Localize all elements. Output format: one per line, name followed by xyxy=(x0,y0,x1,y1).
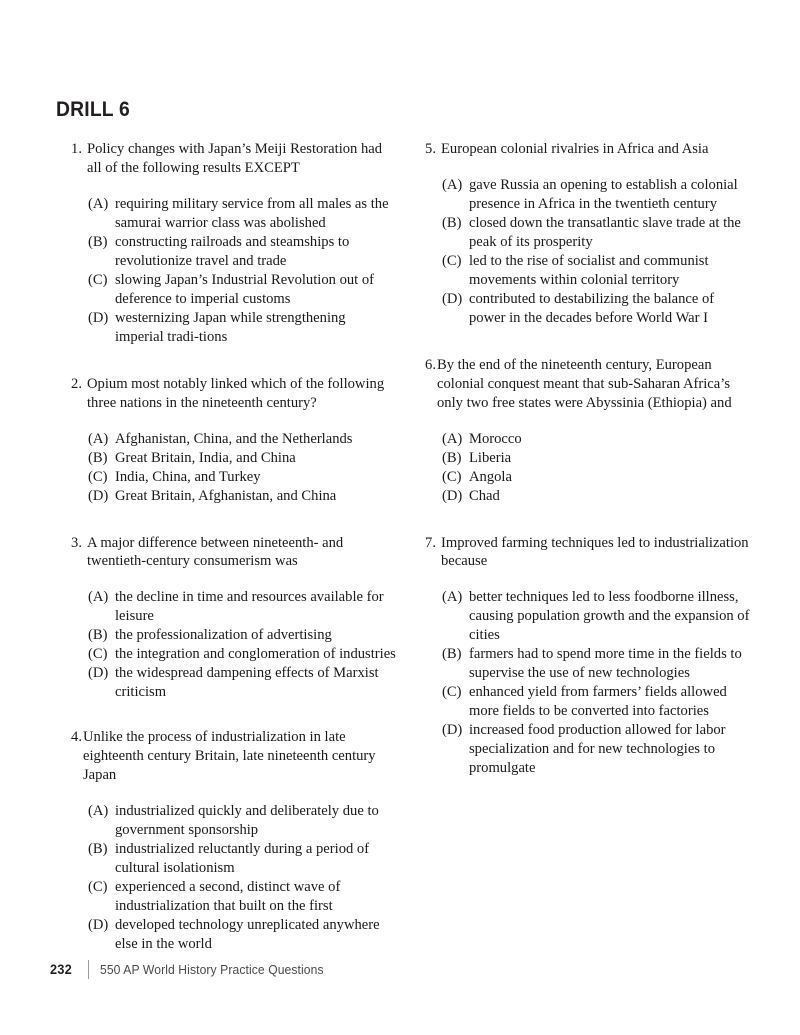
question-stem xyxy=(62,375,397,413)
spacer xyxy=(416,328,751,356)
question-stem xyxy=(416,534,751,572)
question-column-right xyxy=(416,140,751,778)
footer-page-number: 232 xyxy=(50,961,73,977)
footer-book-title: 550 AP World History Practice Questions xyxy=(99,961,324,977)
answer-choice[interactable] xyxy=(442,645,751,683)
answer-choice[interactable] xyxy=(88,271,397,309)
choice-letter: (B) xyxy=(88,449,108,466)
answer-choice[interactable] xyxy=(442,214,751,252)
answer-choice[interactable] xyxy=(88,645,397,664)
choice-letter: (C) xyxy=(442,252,462,269)
answer-choices xyxy=(62,802,397,954)
question-stem xyxy=(62,534,397,572)
question-text: A major difference between nineteenth- and twentieth-century consumerism was xyxy=(87,534,344,570)
question-number: 5. xyxy=(425,141,436,157)
answer-choice[interactable] xyxy=(88,430,397,449)
choice-letter: (D) xyxy=(88,665,109,682)
choice-letter: (B) xyxy=(442,646,462,663)
choice-text: farmers had to spend more time in the fields to supervise the use of new technologies xyxy=(469,646,742,682)
choice-letter: (C) xyxy=(88,468,108,485)
choice-letter: (D) xyxy=(88,916,109,933)
answer-choice[interactable] xyxy=(88,802,397,840)
question-text: European colonial rivalries in Africa and Asia xyxy=(441,141,709,157)
answer-choices xyxy=(62,430,397,506)
question-text: Unlike the process of industrialization in late eighteenth century Britain, late nineteenth century Japan xyxy=(83,729,376,784)
question-text: Policy changes with Japan’s Meiji Restoration had all of the following results EXCEPT xyxy=(87,141,383,176)
answer-choice[interactable] xyxy=(88,468,397,487)
choice-text: industrialized reluctantly during a period of cultural isolationism xyxy=(115,841,370,877)
choice-text: the decline in time and resources available for leisure xyxy=(115,589,384,625)
choice-letter: (D) xyxy=(442,487,463,504)
choice-letter: (D) xyxy=(88,309,109,326)
choice-text: requiring military service from all males as the samurai warrior class was abolished xyxy=(115,195,389,231)
question-item xyxy=(62,534,397,703)
question-item xyxy=(62,728,397,954)
choice-text: the integration and conglomeration of industries xyxy=(115,646,396,663)
choice-letter: (B) xyxy=(442,214,462,231)
answer-choice[interactable] xyxy=(88,878,397,916)
spacer xyxy=(416,506,751,534)
question-item xyxy=(416,356,751,506)
answer-choice[interactable] xyxy=(88,195,397,233)
answer-choice[interactable] xyxy=(442,252,751,290)
question-item xyxy=(62,375,397,506)
choice-text: slowing Japan’s Industrial Revolution out of deference to imperial customs xyxy=(115,271,375,307)
answer-choice[interactable] xyxy=(442,683,751,721)
choice-text: Chad xyxy=(469,487,500,504)
choice-text: experienced a second, distinct wave of industrialization that built on the first xyxy=(115,879,341,914)
answer-choice[interactable] xyxy=(88,449,397,468)
choice-letter: (A) xyxy=(88,430,109,447)
answer-choice[interactable] xyxy=(88,309,397,347)
answer-choice[interactable] xyxy=(442,468,751,487)
answer-choice[interactable] xyxy=(442,430,751,449)
choice-text: the widespread dampening effects of Marxist criticism xyxy=(115,665,379,701)
answer-choice[interactable] xyxy=(88,840,397,878)
answer-choice[interactable] xyxy=(88,916,397,954)
choice-letter: (A) xyxy=(88,195,109,212)
choice-text: Great Britain, India, and China xyxy=(115,449,296,466)
choice-text: Angola xyxy=(469,468,512,485)
choice-text: Afghanistan, China, and the Netherlands xyxy=(115,430,353,447)
answer-choice[interactable] xyxy=(88,588,397,626)
question-stem xyxy=(62,728,397,785)
question-number: 4. xyxy=(71,729,82,746)
question-item xyxy=(62,140,397,347)
question-text: By the end of the nineteenth century, European colonial conquest meant that sub-Saharan Africa’s only two free states were Abyssinia (Ethiopia) and xyxy=(437,356,732,411)
choice-letter: (C) xyxy=(88,879,108,896)
answer-choices xyxy=(416,176,751,328)
answer-choices xyxy=(62,195,397,347)
choice-text: industrialized quickly and deliberately due to government sponsorship xyxy=(115,803,379,839)
choice-text: constructing railroads and steamships to revolutionize travel and trade xyxy=(115,233,350,269)
choice-letter: (A) xyxy=(88,589,109,606)
choice-letter: (B) xyxy=(442,449,462,466)
choice-text: increased food production allowed for labor specialization and for new technologies to promulgate xyxy=(469,722,726,777)
choice-letter: (A) xyxy=(442,589,463,606)
question-number: 6. xyxy=(425,356,436,373)
question-stem xyxy=(416,356,751,413)
choice-text: developed technology unreplicated anywhere else in the world xyxy=(115,916,380,952)
choice-letter: (A) xyxy=(442,430,463,447)
answer-choices xyxy=(416,430,751,506)
answer-choice[interactable] xyxy=(442,588,751,645)
question-item xyxy=(416,140,751,328)
choice-letter: (C) xyxy=(88,271,108,288)
choice-letter: (B) xyxy=(88,841,108,858)
question-stem xyxy=(62,140,397,178)
answer-choice[interactable] xyxy=(88,664,397,702)
choice-text: westernizing Japan while strengthening imperial tradi-tions xyxy=(115,309,346,345)
answer-choice[interactable] xyxy=(442,449,751,468)
choice-letter: (C) xyxy=(442,684,462,701)
page-title: DRILL 6 xyxy=(56,98,130,121)
answer-choices xyxy=(416,588,751,778)
choice-letter: (A) xyxy=(442,176,463,193)
choice-text: closed down the transatlantic slave trade at the peak of its prosperity xyxy=(469,214,741,250)
spacer xyxy=(62,506,397,534)
question-number: 2. xyxy=(71,375,82,392)
answer-choice[interactable] xyxy=(88,233,397,271)
question-column-left xyxy=(62,140,397,954)
question-item xyxy=(416,534,751,779)
footer-divider xyxy=(88,960,89,979)
question-stem xyxy=(416,140,751,159)
answer-choice[interactable] xyxy=(442,487,751,506)
choice-letter: (B) xyxy=(88,627,108,644)
choice-text: Liberia xyxy=(469,449,512,466)
answer-choice[interactable] xyxy=(88,626,397,645)
choice-text: Great Britain, Afghanistan, and China xyxy=(115,487,337,504)
question-text: Opium most notably linked which of the following three nations in the nineteenth century? xyxy=(87,375,385,411)
choice-text: Morocco xyxy=(469,430,522,447)
answer-choice[interactable] xyxy=(442,176,751,214)
choice-text: led to the rise of socialist and communist movements within colonial territory xyxy=(469,252,709,288)
question-number: 7. xyxy=(425,534,436,551)
choice-letter: (C) xyxy=(88,646,108,663)
choice-letter: (A) xyxy=(88,803,109,820)
choice-text: the professionalization of advertising xyxy=(115,627,332,644)
question-number: 1. xyxy=(71,141,82,157)
answer-choice[interactable] xyxy=(442,290,751,328)
question-number: 3. xyxy=(71,534,82,551)
choice-text: gave Russia an opening to establish a colonial presence in Africa in the twentieth century xyxy=(469,176,738,212)
choice-letter: (D) xyxy=(442,722,463,739)
choice-letter: (B) xyxy=(88,233,108,250)
choice-letter: (D) xyxy=(442,290,463,307)
choice-text: enhanced yield from farmers’ fields allowed more fields to be converted into factories xyxy=(469,684,727,720)
spacer xyxy=(62,702,397,728)
answer-choices xyxy=(62,588,397,702)
spacer xyxy=(62,347,397,375)
choice-text: India, China, and Turkey xyxy=(115,468,261,485)
choice-text: better techniques led to less foodborne illness, causing population growth and the expansion of cities xyxy=(469,589,750,644)
answer-choice[interactable] xyxy=(88,487,397,506)
page-footer xyxy=(50,958,343,980)
choice-letter: (D) xyxy=(88,487,109,504)
choice-text: contributed to destabilizing the balance of power in the decades before World War I xyxy=(469,290,715,326)
answer-choice[interactable] xyxy=(442,721,751,778)
question-text: Improved farming techniques led to industrialization because xyxy=(441,534,749,570)
choice-letter: (C) xyxy=(442,468,462,485)
